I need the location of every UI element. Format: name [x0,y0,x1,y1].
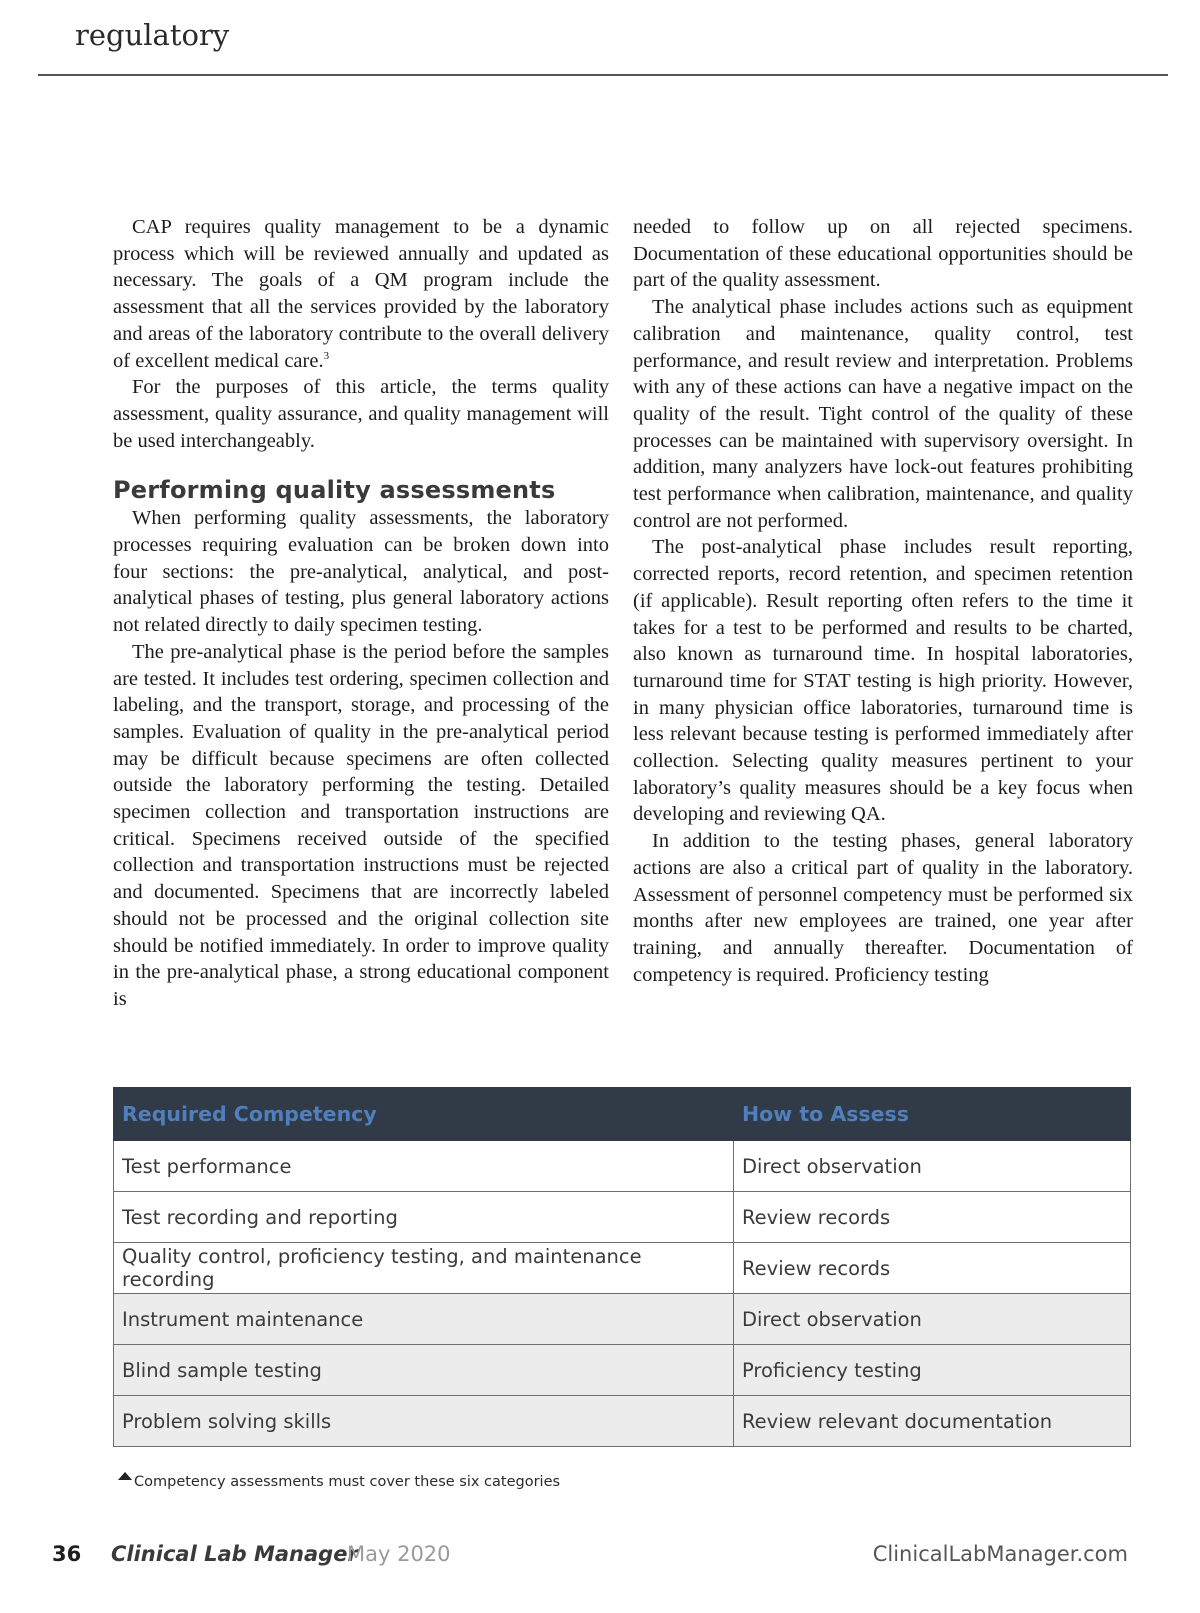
caption-text: Competency assessments must cover these six categories [134,1474,561,1490]
assess-cell: Review relevant documentation [734,1396,1131,1447]
table-caption [118,1472,560,1490]
table-header-row [114,1088,1131,1141]
table-row [114,1396,1131,1447]
assess-cell: Direct observation [734,1141,1131,1192]
table-row [114,1243,1131,1294]
footnote-ref[interactable]: 3 [323,349,330,362]
competency-cell: Test performance [114,1141,734,1192]
page-number: 36 [52,1542,82,1566]
table-row [114,1192,1131,1243]
magazine-title: Clinical Lab Manager [111,1542,358,1566]
paragraph: The analytical phase includes actions such as equipment calibration and maintenance, quality control, test performance, and result review and interpretation. Problems with any of these actions can have a negative impact on the quality of the result. Tight control of the quality of these processes can be maintained with supervisory oversight. In addition, many analyzers have lock-out features prohibiting test performance when calibration, maintenance, and quality control are not performed. [633,296,1133,532]
competency-cell: Blind sample testing [114,1345,734,1396]
paragraph: needed to follow up on all rejected specimens. Documentation of these educational opportunities should be part of the quality assessment. [633,216,1133,292]
column-header-competency: Required Competency [114,1088,734,1141]
assess-cell: Direct observation [734,1294,1131,1345]
paragraph: The pre-analytical phase is the period before the samples are tested. It includes test ordering, specimen collection and labeling, and the transport, storage, and processing of the samples. Evaluation of quality in the pre-analytical period may be difficult because specimens are often collected outside the laboratory performing the testing. Detailed specimen collection and transportation instructions are critical. Specimens received outside of the specified collection and transportation instructions must be rejected and documented. Specimens that are incorrectly labeled should not be processed and the original collection site should be notified immediately. In order to improve quality in the pre-analytical phase, a strong educational component is [113,640,609,1010]
table-row [114,1294,1131,1345]
page-footer [0,1542,1200,1578]
caret-up-icon [118,1472,132,1480]
left-column [113,214,609,1013]
table-row [114,1141,1131,1192]
column-header-assess: How to Assess [734,1088,1131,1141]
competency-table [113,1087,1131,1447]
website-link[interactable]: ClinicalLabManager.com [872,1542,1128,1566]
assess-cell: Review records [734,1192,1131,1243]
competency-cell: Problem solving skills [114,1396,734,1447]
paragraph: CAP requires quality management to be a dynamic process which will be reviewed annually and updated as necessary. The goals of a QM program include the assessment that all the services provided by the laboratory and areas of the laboratory contribute to the overall delivery of excellent medical care.$^3$ [113,216,609,372]
paragraph: The post-analytical phase includes result reporting, corrected reports, record retention, and specimen retention (if applicable). Result reporting often refers to the time it takes for a test to be performed and results to be charted, also known as turnaround time. In hospital laboratories, turnaround time for STAT testing is high priority. However, in many physician office laboratories, turnaround time is less relevant because testing is performed immediately after collection. Selecting quality measures pertinent to your laboratory’s quality measures should be a key focus when developing and reviewing QA. [633,536,1133,826]
table-row [114,1345,1131,1396]
assess-cell: Proficiency testing [734,1345,1131,1396]
right-column [633,214,1133,988]
paragraph: When performing quality assessments, the laboratory processes requiring evaluation can be broken down into four sections: the pre-analytical, analytical, and post-analytical phases of testing, plus general laboratory actions not related directly to daily specimen testing. [113,507,609,637]
issue-date: May 2020 [347,1542,451,1566]
competency-cell: Quality control, proficiency testing, and maintenance recording [114,1243,734,1294]
competency-cell: Instrument maintenance [114,1294,734,1345]
competency-cell: Test recording and reporting [114,1192,734,1243]
assess-cell: Review records [734,1243,1131,1294]
paragraph: For the purposes of this article, the terms quality assessment, quality assurance, and quality management will be used interchangeably. [113,376,609,452]
header-rule [38,74,1168,76]
section-label: regulatory [75,18,230,52]
paragraph: In addition to the testing phases, general laboratory actions are also a critical part of quality in the laboratory. Assessment of personnel competency must be performed six months after new employees are trained, one year after training, and annually thereafter. Documentation of competency is required. Proficiency testing [633,830,1133,986]
section-heading: Performing quality assessments [113,476,556,505]
